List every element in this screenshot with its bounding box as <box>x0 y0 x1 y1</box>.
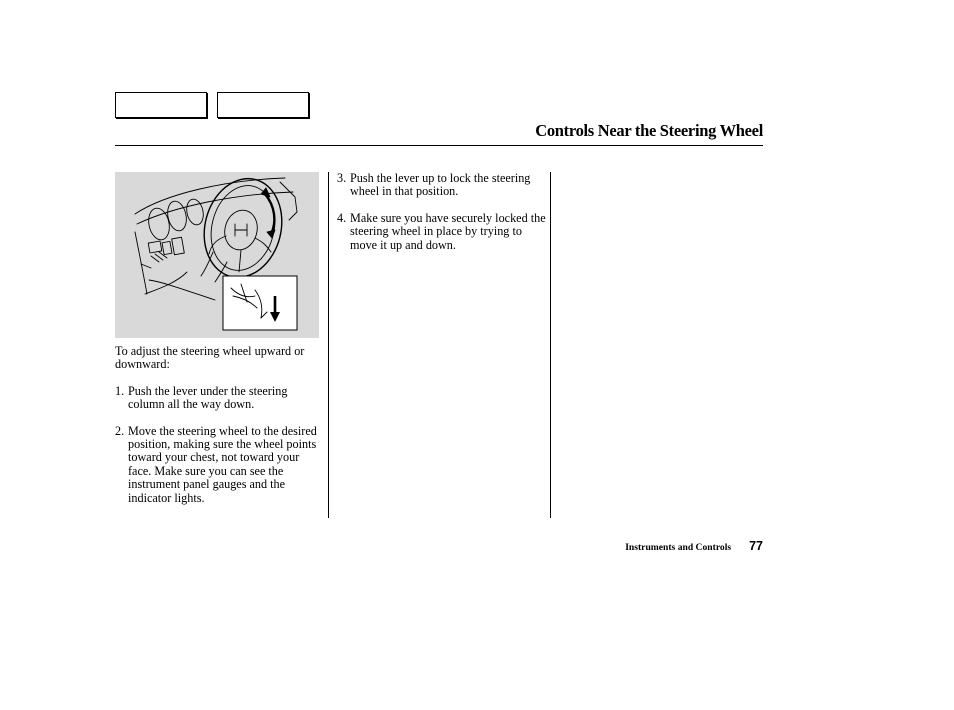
page-footer <box>560 537 763 555</box>
steps-list-1 <box>115 385 325 505</box>
step-number: 1. <box>115 383 125 398</box>
instructions-column-1 <box>115 345 325 505</box>
intro-text: To adjust the steering wheel upward or downward: <box>115 344 305 372</box>
instructions-column-2 <box>337 172 547 252</box>
step-text: Move the steering wheel to the desired position, making sure the wheel points toward your chest, not toward your face. Make sure you can see the instrument panel gauges and the indicator lights. <box>128 423 317 505</box>
step-text: Make sure you have securely locked the steering wheel in place by trying to move it up and down. <box>350 210 546 252</box>
step-text: Push the lever up to lock the steering wheel in that position. <box>350 171 531 199</box>
page-title: Controls Near the Steering Wheel <box>535 121 763 140</box>
page-number: 77 <box>749 539 763 553</box>
step-number: 3. <box>337 171 347 185</box>
step-number: 2. <box>115 423 125 438</box>
nav-button-2[interactable] <box>217 92 309 118</box>
list-item <box>337 212 547 252</box>
list-item <box>337 172 547 199</box>
nav-button-1[interactable] <box>115 92 207 118</box>
footer-section-title: Instruments and Controls <box>625 542 732 553</box>
step-text: Push the lever under the steering column all the way down. <box>128 383 288 412</box>
step-number: 4. <box>337 210 347 225</box>
title-rule <box>115 145 763 146</box>
column-divider-2 <box>550 172 551 518</box>
list-item <box>115 425 325 505</box>
column-divider-1 <box>328 172 329 518</box>
steering-wheel-illustration <box>115 172 319 338</box>
list-item <box>115 385 325 412</box>
steps-list-2 <box>337 172 547 252</box>
